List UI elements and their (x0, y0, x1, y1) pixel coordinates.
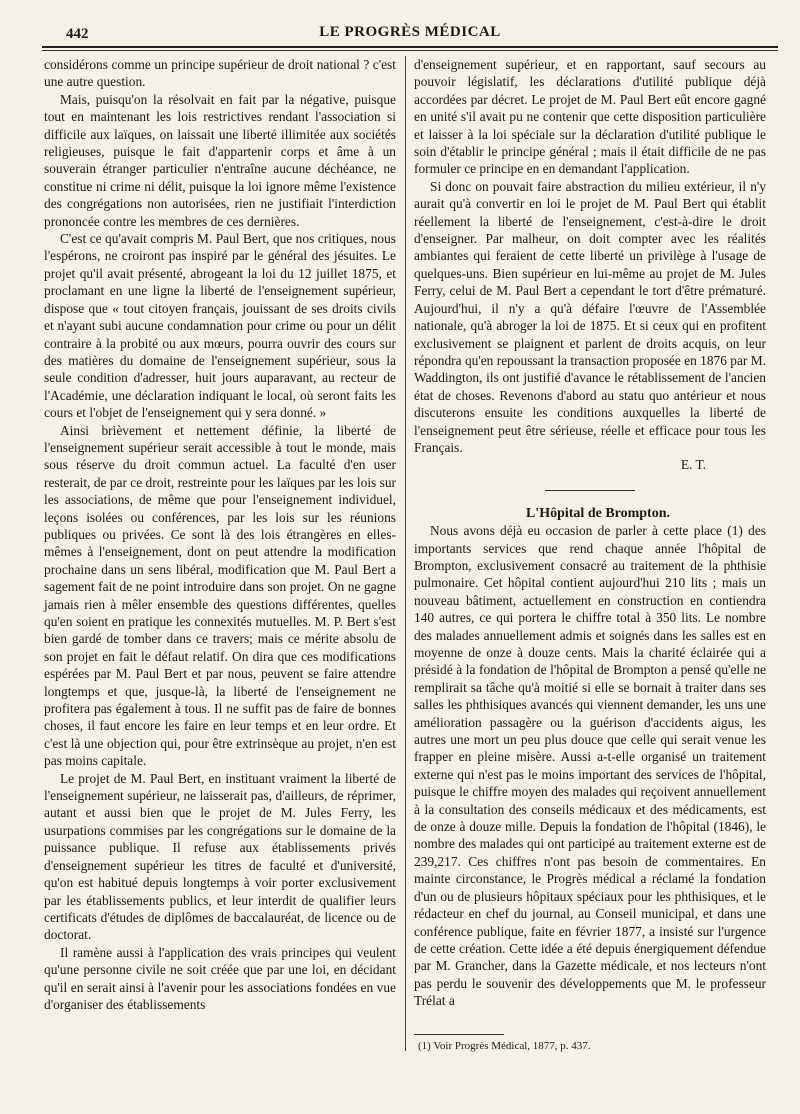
left-column (44, 56, 396, 1013)
page-header (42, 22, 778, 48)
paragraph: Il ramène aussi à l'application des vrais principes qui veulent qu'une personne civile ne soit créée que par une loi, en décidant qu'il en serait ainsi à l'avenir pour les associations fondées en vue d'organiser des établissements (44, 944, 396, 1012)
page-number: 442 (66, 26, 89, 42)
journal-title: LE PROGRÈS MÉDICAL (319, 24, 501, 40)
paragraph: Mais, puisqu'on la résolvait en fait par la négative, puisque tout en maintenant les lois restrictives rendant l'association si difficile aux laïques, on laissait une liberté illimitée aux sociétés religieuses, puisque le fait d'appartenir corps et âme à un souverain étranger particulier n'entraîne aucune déchéance, ne constitue ni crime ni délit, puisque la loi ignore même l'existence des congrégations non autorisées, rien ne justifiait l'interdiction prononcée contre les membres de ces dernières. (44, 91, 396, 229)
author-signature: E. T. (680, 457, 706, 473)
section-separator (545, 490, 635, 491)
paragraph: Nous avons déjà eu occasion de parler à cette place (1) des importants services que rend chaque année l'hôpital de Brompton, exclusivement consacré au traitement de la phthisie pulmonaire. Cet hôpital contient aujourd'hui 210 lits ; mais un nouveau bâtiment, actuellement en construction en contiendra 140 autres, ce qui portera le chiffre total à 350 lits. Le nombre des malades annuellement admis et soignés dans les salles est en moyenne de onze à douze cents. Mais la charité éclairée qui a présidé à la fondation de l'hôpital de Brompton a pensé qu'elle ne remplirait sa tâche qu'à moitié si elle se bornait à traiter dans ses salles les phthisiques avancés qui viennent demander, les uns une amélioration passagère ou la guérison d'accidents aigus, les autres une mort un peu plus douce que celle qui serait venue les frapper en pleine misère. Aussi a-t-elle organisé un traitement externe qui n'est pas le moins important des services de l'hôpital, puisque le chiffre moyen des malades qui reçoivent annuellement à la consultation des conseils médicaux et des médicaments, est de onze à douze mille. Depuis la fondation de l'hôpital (1846), le nombre des malades qui ont participé au traitement externe est de 239,217. Ces chiffres n'ont pas besoin de commentaires. En mainte circonstance, le Progrès médical a réclamé la fondation d'un ou de plusieurs hôpitaux spéciaux pour les phthisiques, et le rédacteur en chef du journal, au Conseil municipal, et dans une conférence publique, faite en février 1877, a insisté sur l'urgence de cette création. Cette idée a été depuis énergiquement défendue par M. Grancher, dans la Gazette médicale, et nos lecteurs n'ont pas perdu le souvenir des développements que M. le professeur Trélat a (414, 523, 766, 1009)
paragraph: C'est ce qu'avait compris M. Paul Bert, que nos critiques, nous l'espérons, ne croiront pas inspiré par le général des jésuites. Le projet qu'il avait présenté, abrogeant la loi du 12 juillet 1875, et proclamant en une ligne la liberté de l'enseignement supérieur, dispose que « tout citoyen français, jouissant de ses droits civils et n'ayant subi aucune condamnation pour crime ou pour un délit contraire à la probité ou aux mœurs, pourra ouvrir des cours sur des matières du domaine de l'enseignement supérieur, sous la seule condition d'adresser, huit jours auparavant, au recteur de l'Académie, une déclaration indiquant le local, où seront faits les cours et l'objet de l'enseignement qui y sera donné. » (44, 231, 396, 421)
paragraph: Ainsi brièvement et nettement définie, la liberté de l'enseignement supérieur serait accessible à tout le monde, mais sous réserve du droit commun actuel. La faculté d'en user resterait, de par ce droit, restreinte pour les laïques par les lois sur les associations, de même que pour l'enseignement individuel, leçons isolées ou conférences, par les lois sur les réunions publiques ou privées. Ce sont là des lois étrangères en elles-mêmes à l'enseignement, dont on peut attendre la modification prochaine dans un sens libéral, modification que M. Paul Bert a sagement fait de ne point introduire dans son projet. On ne gagne jamais rien à mêler ensemble des questions différentes, quelles qu'en soient en pratique les connexités mutuelles. M. P. Bert s'est bien gardé de tomber dans ce travers; mais ce mérite absolu de son projet en fait le défaut relatif. On dira que ces modifications espérées par M. Paul Bert et par nous, peuvent se faire attendre longtemps et que, jusque-là, la liberté de l'enseignement ne profitera pas également à tous. Il ne suffit pas de faire de bonnes choses, il faut encore les faire en leur temps et en leur ordre. Et c'est là une objection qui, pour être extrinsèque au projet, n'en est pas moins capitale. (44, 422, 396, 769)
column-divider (405, 56, 406, 1051)
paragraph: Le projet de M. Paul Bert, en instituant vraiment la liberté de l'enseignement supérieur, ne laisserait pas, d'ailleurs, de réprimer, autant et aussi bien que le projet de M. Jules Ferry, les usurpations commises par les congrégations sur le domaine de la puissance publique. Il refuse aux établissements privés d'enseignement supérieur les titres de faculté et d'université, qu'on est habitué depuis longtemps à voir porter exclusivement par les établissements publics, et leur interdit de qualifier leurs certificats d'études de diplômes de baccalauréat, de licence ou de doctorat. (44, 770, 396, 943)
paragraph: Si donc on pouvait faire abstraction du milieu extérieur, il n'y aurait qu'à convertir en loi le projet de M. Paul Bert qui établit réellement la liberté de l'enseignement, c'est-à-dire le droit d'enseigner. Par malheur, on doit compter avec les réalités ambiantes qui feraient de cette liberté un privilège à l'usage de quelques-uns. Bien supérieur en lui-même au projet de M. Jules Ferry, celui de M. Paul Bert a cependant le tort d'être prématuré. Aujourd'hui, il n'y a qu'à défaire l'œuvre de l'Assemblée nationale, qu'à abroger la loi de 1875. Et si ceux qui en profitent exclusivement se plaignent et parlent de droits acquis, on leur répondra qu'en repoussant la transaction proposée en 1876 par M. Waddington, ils ont justifié d'avance le rétablissement de l'ancien état de choses. Revenons d'abord au statu quo antérieur et nous discuterons ensuite les conditions auxquelles la liberté de l'enseignement peut être sérieuse, réelle et efficace pour tous les Français. (414, 178, 766, 455)
footnote: (1) Voir Progrès Médical, 1877, p. 437. (418, 1040, 591, 1052)
header-rule (42, 50, 778, 51)
right-column (414, 56, 766, 1010)
footnote-rule (414, 1034, 504, 1035)
section-title: L'Hôpital de Brompton. (525, 505, 671, 521)
paragraph: d'enseignement supérieur, et en rapportant, sauf secours au pouvoir législatif, les déclarations d'utilité publique déjà accordées par décret. Le projet de M. Paul Bert eût encore gagné en unité s'il avait pu ne contenir que cette disposition particulière et laisser à la loi spéciale sur la déclaration d'utilité publique le soin d'établir le principe général ; mais il était difficile de ne pas formuler ce principe en en demandant l'application. (414, 57, 766, 177)
paragraph: considérons comme un principe supérieur de droit national ? c'est une autre question. (44, 57, 396, 90)
